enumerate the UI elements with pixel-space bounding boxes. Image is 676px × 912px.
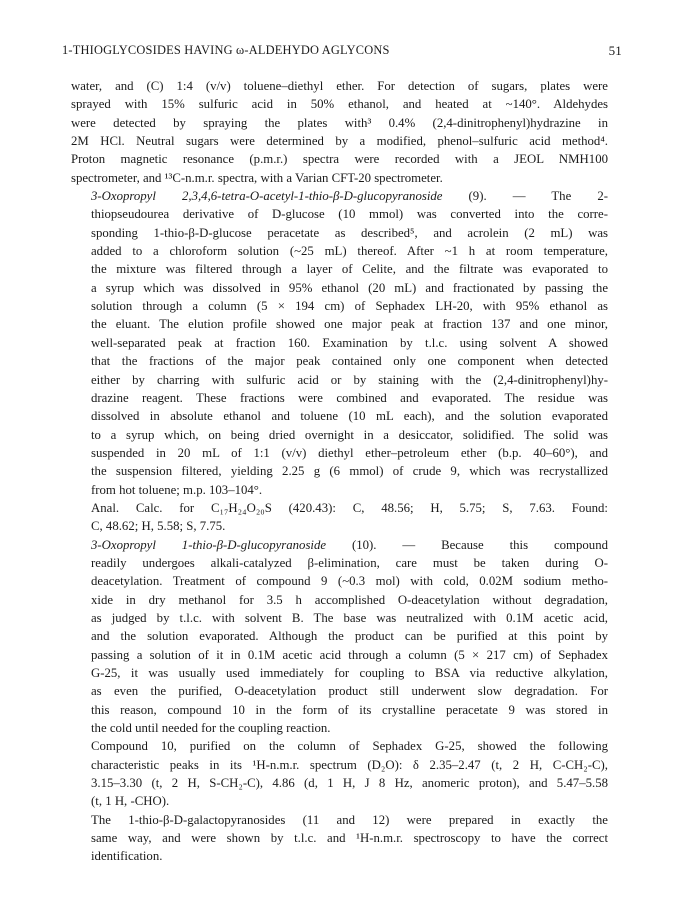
text-line: Anal. Calc. for C₁₇H₂₄O₂₀S (420.43): C, 48.56; H, 5.75; S, 7.63. Found: <box>91 500 608 515</box>
compound-title: 3-Oxopropyl 1-thio-β-D-glucopyranoside <box>91 537 327 552</box>
text-line: that the fractions of the major peak contained only one component when detected <box>91 354 608 369</box>
text-line: 2M HCl. Neutral sugars were determined by a modified, phenol–sulfuric acid method⁴. <box>71 134 608 149</box>
text-line: from hot toluene; m.p. 103–104°. <box>91 482 263 497</box>
text-line: (t, 1 H, -CHO). <box>91 794 170 809</box>
text-line: and the solution evaporated. Although the product can be purified at this point by <box>91 629 608 644</box>
text-line: 3-Oxopropyl 1-thio-β-D-glucopyranoside (10). — Because this compound <box>91 537 608 552</box>
text-line: as even the purified, O-deacetylation product still underwent slow degradation. For <box>91 684 608 699</box>
text-line: deacetylation. Treatment of compound 9 (~0.3 mol) with cold, 0.02M sodium metho- <box>91 574 608 589</box>
text-line: this reason, compound 10 in the form of its crystalline peracetate 9 was stored in <box>91 702 608 717</box>
text-line: passing a solution of it in 0.1M acetic acid through a column (5 × 217 cm) of Sephadex <box>91 647 608 662</box>
text-line: Compound 10, purified on the column of Sephadex G-25, showed the following <box>91 739 608 754</box>
text-line: the suspension filtered, yielding 2.25 g (6 mmol) of crude 9, which was recrystallized <box>91 464 608 479</box>
text-line: well-separated peak at fraction 160. Examination by t.l.c. using solvent A showed <box>91 335 608 350</box>
text-line: 3-Oxopropyl 2,3,4,6-tetra-O-acetyl-1-thio-β-D-glucopyranoside (9). — The 2- <box>91 189 608 204</box>
paragraph-compound-10 <box>71 536 608 738</box>
text-line: the eluant. The elution profile showed one major peak at fraction 137 and one minor, <box>91 317 608 332</box>
paragraph-methods-detection <box>71 77 608 187</box>
page-number: 51 <box>608 43 622 58</box>
text-line: xide in dry methanol for 3.5 h accomplished O-deacetylation without degradation, <box>91 592 608 607</box>
text-line: readily undergoes alkali-catalyzed β-elimination, care must be taken during O- <box>91 555 608 570</box>
paragraph-nmr-10 <box>71 737 608 810</box>
text-line: 3.15–3.30 (t, 2 H, S-CH₂-C), 4.86 (d, 1 H, J 8 Hz, anomeric proton), and 5.47–5.58 <box>91 776 608 791</box>
text-line: spectrometer, and ¹³C-n.m.r. spectra, with a Varian CFT-20 spectrometer. <box>71 170 443 185</box>
text-line: as judged by t.l.c. with solvent B. The base was neutralized with 0.1M acetic acid, <box>91 610 608 625</box>
text-line: a syrup which was dissolved in 95% ethanol (20 mL) and fractionated by passing the <box>91 280 608 295</box>
running-title: 1-THIOGLYCOSIDES HAVING ω-ALDEHYDO AGLYCONS <box>62 43 390 57</box>
compound-title: 3-Oxopropyl 2,3,4,6-tetra-O-acetyl-1-thio-β-D-glucopyranoside <box>91 189 443 204</box>
text-line: to a syrup which, on being dried overnight in a desiccator, solidified. The solid was <box>91 427 608 442</box>
text-line: water, and (C) 1:4 (v/v) toluene–diethyl ether. For detection of sugars, plates were <box>71 79 608 93</box>
article-body <box>71 77 608 866</box>
text-line: thiopseudourea derivative of D-glucose (10 mmol) was converted into the corre- <box>91 207 608 222</box>
text-line: same way, and were shown by t.l.c. and ¹H-n.m.r. spectroscopy to have the correct <box>91 831 608 846</box>
paragraph-analysis-9 <box>71 499 608 536</box>
text-line: the mixture was filtered through a layer of Celite, and the filtrate was evaporated to <box>91 262 608 277</box>
text-line: G-25, it was usually used immediately for coupling to BSA via reductive alkylation, <box>91 666 608 680</box>
text-line: either by charring with sulfuric acid or by staining with the (2,4-dinitrophenyl)hy- <box>91 372 608 387</box>
text-line: solution through a column (5 × 194 cm) of Sephadex LH-20, with 95% ethanol as <box>91 299 608 314</box>
paragraph-galactopyranosides <box>71 811 608 866</box>
text-line: sponding 1-thio-β-D-glucose peracetate as described⁵, and acrolein (2 mL) was <box>91 225 608 240</box>
text-line: The 1-thio-β-D-galactopyranosides (11 and 12) were prepared in exactly the <box>91 812 608 827</box>
text-line: added to a chloroform solution (~25 mL) thereof. After ~1 h at room temperature, <box>91 244 608 259</box>
text-line: C, 48.62; H, 5.58; S, 7.75. <box>91 519 226 534</box>
text-line: the cold until needed for the coupling reaction. <box>91 721 331 736</box>
text-line: dissolved in absolute ethanol and toluene (10 mL each), and the solution evaporated <box>91 409 608 424</box>
text-line: Proton magnetic resonance (p.m.r.) spectra were recorded with a JEOL NMH100 <box>71 152 608 167</box>
text-line: sprayed with 15% sulfuric acid in 50% ethanol, and heated at ~140°. Aldehydes <box>71 97 608 112</box>
paragraph-compound-9 <box>71 187 608 499</box>
text-line: drazine reagent. These fractions were combined and evaporated. The residue was <box>91 390 608 405</box>
running-header <box>62 43 622 61</box>
text-line: identification. <box>91 849 163 864</box>
text-line: were detected by spraying the plates with³ 0.4% (2,4-dinitrophenyl)hydrazine in <box>71 115 608 130</box>
text-line: characteristic peaks in its ¹H-n.m.r. spectrum (D₂O): δ 2.35–2.47 (t, 2 H, C-CH₂-C), <box>91 757 608 772</box>
text-line: suspended in 20 mL of 1:1 (v/v) diethyl ether–petroleum ether (b.p. 40–60°), and <box>91 445 608 460</box>
